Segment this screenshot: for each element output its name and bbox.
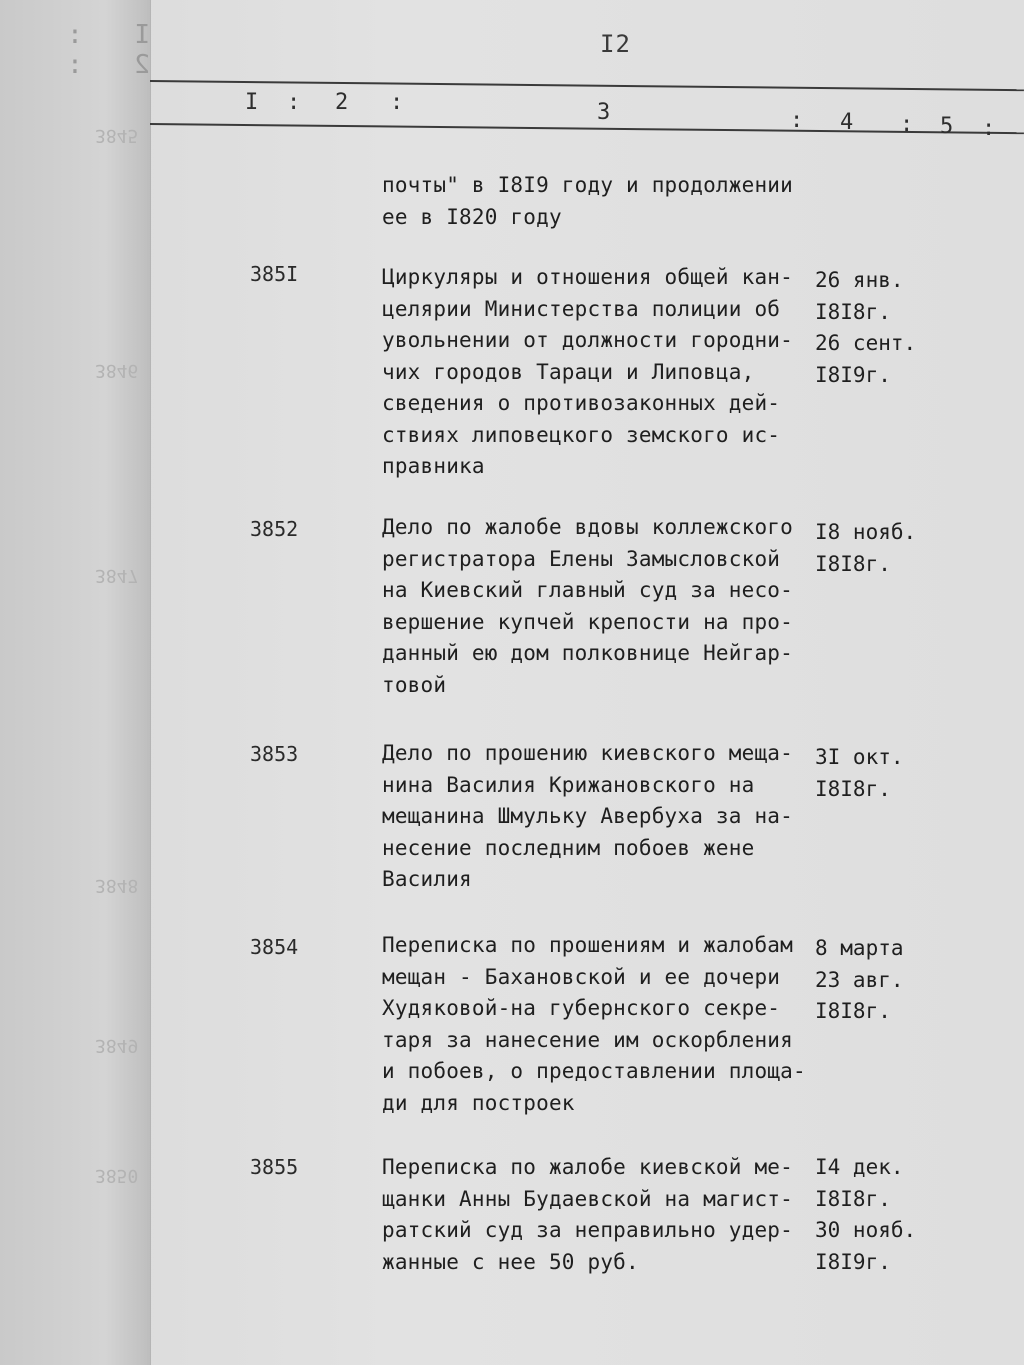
entry-description: Циркуляры и отношения общей кан- целярии Министерства полиции об увольнении от должности городни- чих городов Тараци и Липовца, сведения о противозаконных дей- ствиях липовецкого земского ис- правника [382, 265, 793, 478]
entry-number: 3853 [250, 742, 299, 766]
entry-number: 3854 [250, 935, 299, 959]
margin-number: 3850 [95, 1165, 139, 1186]
column-header-4: 4 [840, 110, 854, 135]
entry-description: почты" в I8I9 году и продолжении ее в I820 году [382, 173, 793, 229]
column-separator: : [982, 116, 996, 141]
entry-description: Переписка по жалобе киевской ме- щанки Анны Будаевской на магист- ратский суд за неправильно удер- жанные с нее 50 руб. [382, 1155, 793, 1274]
entry-description: Дело по жалобе вдовы коллежского регистратора Елены Замысловской на Киевский главный суд за несо- вершение купчей крепости на про- данный ею дом полковнице Нейгар- товой [382, 515, 793, 697]
header-bottom-rule [150, 123, 1024, 134]
entry-dates: 3I окт. I8I8г. [815, 745, 904, 801]
page-number: I2 [600, 30, 631, 58]
entry-dates: 26 янв. I8I8г. 26 сент. I8I9г. [815, 268, 917, 387]
facing-page-header: I : 2 : [49, 20, 150, 80]
column-separator: : [790, 108, 804, 133]
column-header-3: 3 [597, 100, 611, 125]
margin-number: 3849 [95, 1035, 139, 1056]
entry-number: 3855 [250, 1155, 299, 1179]
margin-number: 3846 [95, 360, 139, 381]
binding-margin [0, 0, 151, 1365]
entry-number: 385I [250, 262, 299, 286]
entry-dates: I4 дек. I8I8г. 30 нояб. I8I9г. [815, 1155, 917, 1274]
entry-description: Переписка по прошениям и жалобам мещан - Бахановской и ее дочери Худяковой-на губернского секре- таря за нанесение им оскорбления и побоев, о предоставлении площа- ди для построек [382, 933, 806, 1115]
column-separator: : [287, 90, 301, 115]
margin-number: 3847 [95, 565, 139, 586]
column-separator: : [390, 90, 404, 115]
entry-dates: I8 нояб. I8I8г. [815, 520, 917, 576]
header-top-rule [150, 80, 1024, 91]
entry-number: 3852 [250, 517, 299, 541]
margin-number: 3845 [95, 125, 139, 146]
column-header-5: 5 [940, 114, 954, 139]
column-separator: : [900, 112, 914, 137]
entry-description: Дело по прошению киевского меща- нина Василия Крижановского на мещанина Шмульку Авербуха за на- несение последним побоев жене Василия [382, 741, 793, 891]
margin-number: 3848 [95, 875, 139, 896]
column-header-1: I [245, 90, 259, 115]
entry-dates: 8 марта 23 авг. I8I8г. [815, 936, 904, 1023]
column-header-2: 2 [335, 90, 349, 115]
